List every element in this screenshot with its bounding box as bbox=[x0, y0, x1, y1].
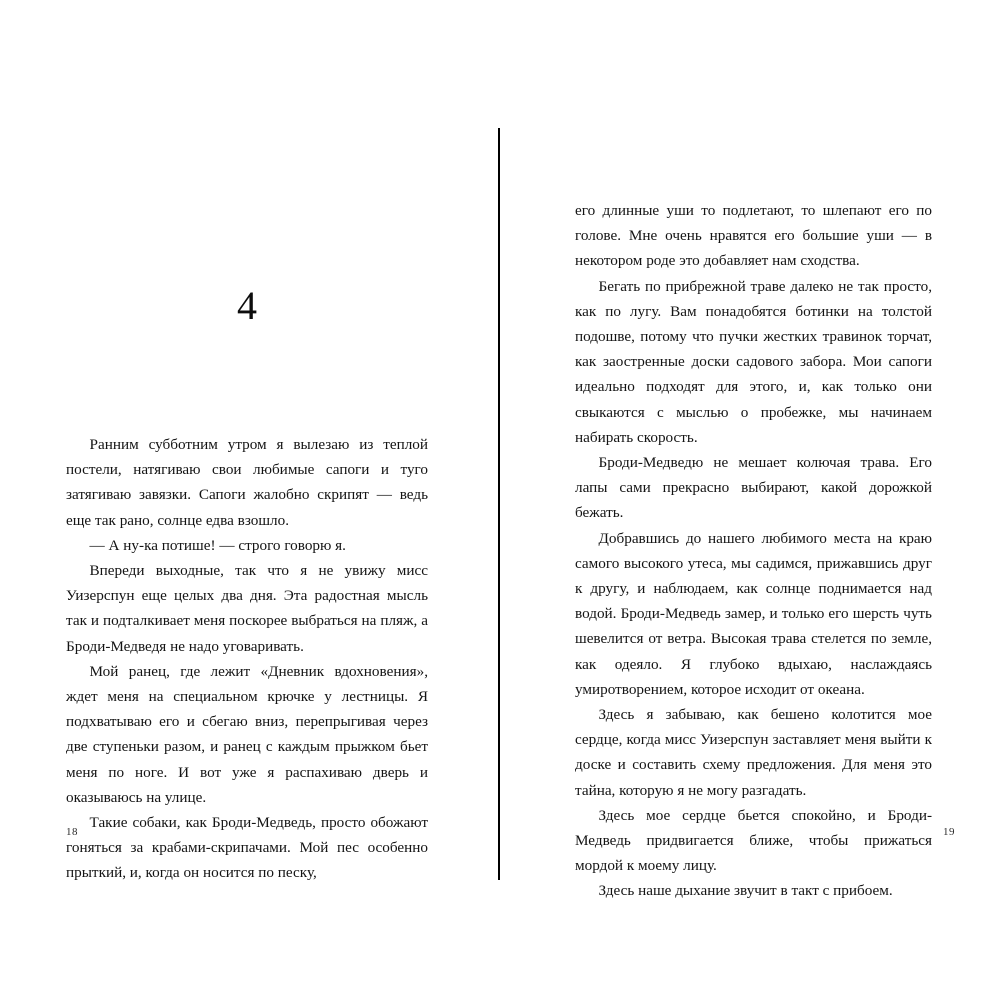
page-number-right: 19 bbox=[943, 826, 955, 838]
paragraph: Мой ранец, где лежит «Дневник вдохновения», ждет меня на специальном крючке у лестницы. Я подхватываю его и сбегаю вниз, перепрыгивая через две ступеньки разом, и ранец с каждым прыжком бьет меня по ноге. И вот уже я распахиваю дверь и оказываюсь на улице. bbox=[66, 662, 428, 806]
right-page-text-column bbox=[575, 198, 932, 904]
left-page bbox=[0, 0, 498, 1000]
paragraph: Такие собаки, как Броди-Медведь, просто обожают гоняться за крабами-скрипачами. Мой пес особенно прыткий, и, когда он носится по песку, bbox=[66, 814, 428, 882]
paragraph: Добравшись до нашего любимого места на краю самого высокого утеса, мы садимся, прижавшись друг к другу, и наблюдаем, как солнце поднимается над водой. Броди-Медведь замер, и только его шерсть чуть шевелится от ветра. Высокая трава стелется по земле, как одеяло. Я глубоко вдыхаю, наслаждаясь умиротворением, которое исходит от океана. bbox=[575, 529, 932, 698]
paragraph: Броди-Медведю не мешает колючая трава. Его лапы сами прекрасно выбирают, какой дорожкой бежать. bbox=[575, 454, 932, 522]
paragraph: Впереди выходные, так что я не увижу мисс Уизерспун еще целых два дня. Эта радостная мысль так и подталкивает меня поскорее выбраться на пляж, а Броди-Медведя не надо уговаривать. bbox=[66, 562, 428, 655]
paragraph: Здесь наше дыхание звучит в такт с прибоем. bbox=[598, 882, 893, 900]
paragraph: Бегать по прибрежной траве далеко не так просто, как по лугу. Вам понадобятся ботинки на толстой подошве, потому что пучки жестких травинок торчат, как заостренные доски садового забора. Мои сапоги идеально подходят для этого, и, как только они свыкаются с мыслью о пробежке, мы начинаем набирать скорость. bbox=[575, 277, 932, 446]
page-number-left: 18 bbox=[66, 826, 78, 838]
paragraph: Здесь мое сердце бьется спокойно, и Броди-Медведь придвигается ближе, чтобы прижаться мордой к моему лицу. bbox=[575, 806, 932, 875]
paragraph: Здесь я забываю, как бешено колотится мое сердце, когда мисс Уизерспун заставляет меня выйти к доске и составить схему предложения. Для меня это тайна, которую я не могу разгадать. bbox=[575, 706, 932, 799]
paragraph: Ранним субботним утром я вылезаю из теплой постели, натягиваю свои любимые сапоги и туго затягиваю завязки. Сапоги жалобно скрипят — ведь еще так рано, солнце едва взошло. bbox=[66, 436, 428, 529]
paragraph: — А ну-ка потише! — строго говорю я. bbox=[89, 536, 346, 554]
right-page bbox=[500, 0, 1000, 1000]
chapter-number: 4 bbox=[237, 283, 257, 328]
left-page-text-column bbox=[66, 432, 428, 886]
paragraph: его длинные уши то подлетают, то шлепают его по голове. Мне очень нравятся его большие уши — в некотором роде это добавляет нам сходства. bbox=[575, 202, 932, 270]
